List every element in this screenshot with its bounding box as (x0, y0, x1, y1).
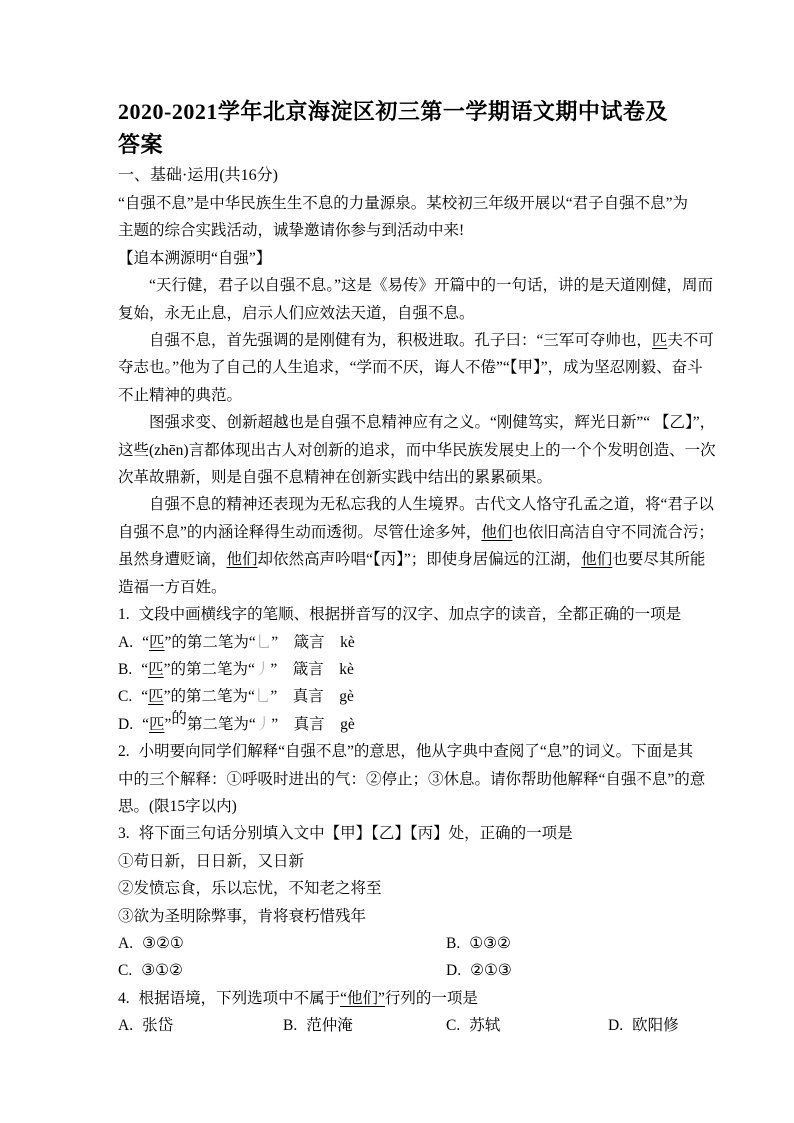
para-innovation-line-1 (118, 409, 716, 436)
text-segment: ①③② (469, 934, 511, 952)
text-segment: 将下面三句话分别填入文中【甲】【乙】【丙】处，正确的一项是 (138, 825, 573, 843)
text-segment: ” 箴言 kè (271, 633, 355, 651)
question-1-option-b (118, 656, 684, 683)
underlined-text: 匹 (148, 633, 165, 651)
item-label: C. (118, 962, 133, 980)
text-segment: ”的第二笔为“ (164, 633, 256, 651)
text-segment: 根据语境，下列选项中不属于 (138, 989, 341, 1007)
bracket-heading (118, 245, 684, 272)
text-segment: “ (141, 688, 149, 706)
text-segment: ” 箴言 kè (270, 660, 354, 678)
question-2-line-3 (118, 793, 684, 820)
text-segment: 行列的一项是 (384, 989, 478, 1007)
intro-line-2 (118, 217, 684, 244)
q3-options-row-2 (118, 957, 684, 984)
text-segment: ②发愤忘食，乐以忘忧，不知老之将至 (118, 880, 382, 898)
underlined-text: 他们 (226, 551, 258, 569)
text-segment: 欧阳修 (632, 1017, 679, 1035)
text-segment: ” 真言 gè (271, 715, 355, 733)
para-striving-line-1 (118, 327, 714, 354)
para-innovation-line-2 (118, 437, 716, 464)
item-label: B. (283, 1017, 298, 1035)
question-4-option-c (446, 1012, 500, 1039)
text-segment: 虽然身遭贬谪， (118, 551, 227, 569)
question-1-stem (118, 601, 684, 628)
item-label: C. (118, 688, 133, 706)
text-segment: ②①③ (470, 962, 512, 980)
item-label: A. (118, 1017, 134, 1035)
section-heading: 一、基础·运用(共16分) (118, 167, 278, 184)
item-label: B. (118, 660, 133, 678)
text-segment: ①苟日新，日日新，又日新 (118, 852, 305, 870)
question-1-option-d (118, 711, 684, 738)
document-content (118, 0, 716, 1040)
text-segment: 【追本溯源明“自强”】 (118, 249, 272, 267)
question-1-option-c (118, 683, 684, 710)
text-segment: 思。(限15字以内) (118, 797, 237, 815)
item-label: D. (118, 715, 134, 733)
underlined-text: “他们” (340, 989, 385, 1007)
text-segment: 文段中画横线字的笔顺、根据拼音写的汉字、加点字的读音，全都正确的一项是 (138, 606, 682, 624)
text-segment: 复始，永无止息，启示人们应效法天道，自强不息。 (118, 304, 475, 322)
item-label: 4. (118, 989, 130, 1007)
text-segment: 的 (171, 709, 187, 727)
text-segment: 夺志也。”他为了自己的人生追求，“学而不厌，诲人不倦”“【甲】”，成为坚忍刚毅、奋斗 (118, 359, 703, 377)
underlined-text: 他们 (581, 551, 613, 569)
q3-item-1 (118, 848, 684, 875)
text-segment: ”的第二笔为“ (163, 688, 255, 706)
text-segment: “自强不息”是中华民族生生不息的力量源泉。某校初三年级开展以“君子自强不息”为 (118, 195, 689, 212)
stroke-glyph: 丿 (254, 660, 271, 678)
text-segment: 却依然高声吟唱“【丙】”；即使身居偏远的江湖， (257, 551, 582, 569)
question-3-option-c (118, 957, 183, 984)
text-segment: “天行健，君子以自强不息。”这是《易传》开篇中的一句话，讲的是天道刚健，周而 (149, 277, 714, 295)
text-segment: 第二笔为“ (186, 715, 256, 733)
stroke-glyph: 乚 (254, 688, 271, 706)
text-segment: ” 真言 gè (270, 688, 354, 706)
question-4-option-a (118, 1012, 173, 1039)
text-segment: 张岱 (142, 1017, 174, 1035)
text-segment: 主题的综合实践活动，诚挚邀请你参与到活动中来! (118, 222, 465, 240)
text-segment: “ (142, 633, 149, 651)
text-segment: 夫不可 (667, 332, 714, 350)
para-innovation-line-3 (118, 464, 684, 491)
para-striving-line-2 (118, 354, 703, 381)
question-2-line-2 (118, 766, 706, 793)
q3-item-2 (118, 875, 684, 902)
q3-options-row-1 (118, 930, 684, 957)
underlined-text: 匹 (148, 660, 164, 678)
para-selfless-line-2 (118, 519, 714, 546)
document-body (118, 190, 716, 1040)
intro-line-1 (118, 190, 689, 217)
q3-item-3 (118, 903, 684, 930)
text-segment: 自强不息的精神还表现为无私忘我的人生境界。古代文人恪守孔孟之道，将“君子以 (149, 496, 714, 514)
text-segment: 中的三个解释：①呼吸时进出的气：②停止；③休息。请你帮助他解释“自强不息”的意 (118, 770, 706, 788)
para-origin-line-1 (118, 272, 714, 299)
text-segment: 小明要向同学们解释“自强不息”的意思，他从字典中查阅了“息”的词义。下面是其 (138, 743, 694, 761)
underlined-text: 匹 (651, 332, 668, 350)
para-selfless-line-4 (118, 574, 684, 601)
text-segment: ③②① (142, 934, 184, 952)
item-label: D. (446, 962, 462, 980)
item-label: 2. (118, 743, 130, 761)
question-3-option-b (446, 930, 511, 957)
question-3-stem (118, 820, 684, 847)
item-label: 3. (118, 825, 130, 843)
underlined-text: 匹 (148, 688, 164, 706)
text-segment: ”的第二笔为“ (163, 660, 255, 678)
text-segment: 这些(zhēn)言都体现出古人对创新的追求，而中华民族发展史上的一个个发明创造、一次 (118, 441, 716, 459)
question-4-stem (118, 985, 684, 1012)
item-label: D. (608, 1017, 624, 1035)
question-1-option-a (118, 629, 684, 656)
question-3-option-a (118, 930, 184, 957)
item-label: C. (446, 1017, 461, 1035)
text-segment: 造福一方百姓。 (118, 578, 227, 596)
item-label: A. (118, 934, 134, 952)
text-segment: 也要尽其所能 (612, 551, 706, 569)
q4-options-row (118, 1012, 684, 1039)
text-segment: “ (142, 715, 149, 733)
text-segment: 自强不息”的内涵诠释得生动而透彻。尽管仕途多舛， (118, 523, 482, 541)
text-segment: ③①② (141, 962, 183, 980)
question-4-option-b (283, 1012, 353, 1039)
text-segment: 范仲淹 (306, 1017, 353, 1035)
para-selfless-line-3 (118, 546, 706, 573)
stroke-glyph: 乚 (255, 633, 272, 651)
text-segment: ③欲为圣明除弊事，肯将衰朽惜残年 (118, 907, 367, 925)
question-4-option-d (608, 1012, 679, 1039)
text-segment: 苏轼 (469, 1017, 501, 1035)
para-selfless-line-1 (118, 491, 714, 518)
para-origin-line-2 (118, 300, 684, 327)
item-label: 1. (118, 606, 130, 624)
underlined-text: 他们 (481, 523, 513, 541)
item-label: A. (118, 633, 134, 651)
exam-title: 2020-2021学年北京海淀区初三第一学期语文期中试卷及答案 (118, 99, 668, 157)
question-3-option-d (446, 957, 512, 984)
text-segment: 次革故鼎新，则是自强不息精神在创新实践中结出的累累硕果。 (118, 469, 553, 487)
text-segment: 也依旧高洁自守不同流合污； (512, 523, 714, 541)
text-segment: 图强求变、创新超越也是自强不息精神应有之义。“刚健笃实，辉光日新”“ 【乙】”， (149, 414, 716, 432)
para-striving-line-3 (118, 382, 684, 409)
underlined-text: 匹 (148, 715, 165, 733)
text-segment: 不止精神的典范。 (118, 386, 243, 404)
question-2-line-1 (118, 738, 694, 765)
stroke-glyph: 丿 (255, 715, 272, 733)
text-segment: ” (164, 715, 172, 733)
text-segment: “ (141, 660, 149, 678)
item-label: B. (446, 934, 461, 952)
text-segment: 自强不息，首先强调的是刚健有为，积极进取。孔子曰：“三军可夺帅也， (149, 332, 652, 350)
